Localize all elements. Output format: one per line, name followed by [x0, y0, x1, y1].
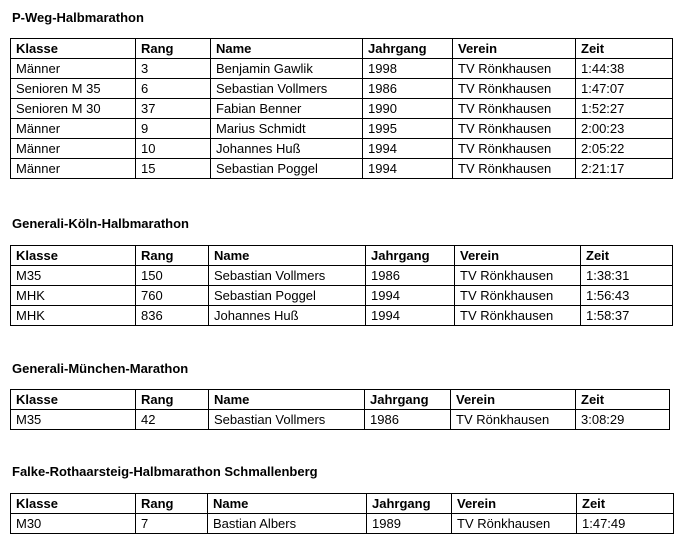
- cell-name: Benjamin Gawlik: [211, 59, 363, 79]
- table-header-row: [11, 39, 673, 59]
- table-row: [11, 286, 673, 306]
- cell-klasse: Männer: [11, 159, 136, 179]
- cell-zeit: 1:58:37: [581, 306, 673, 326]
- table-row: [11, 59, 673, 79]
- cell-name: Bastian Albers: [208, 514, 367, 534]
- column-header-name: Name: [209, 390, 365, 410]
- column-header-zeit: Zeit: [576, 390, 670, 410]
- cell-verein: TV Rönkhausen: [453, 139, 576, 159]
- table-row: [11, 306, 673, 326]
- cell-klasse: Senioren M 30: [11, 99, 136, 119]
- cell-verein: TV Rönkhausen: [453, 159, 576, 179]
- table-row: [11, 139, 673, 159]
- cell-jahrgang: 1986: [366, 266, 455, 286]
- cell-name: Sebastian Vollmers: [209, 266, 366, 286]
- section-title-muenchen: Generali-München-Marathon: [12, 361, 189, 376]
- cell-klasse: M35: [11, 410, 136, 430]
- cell-verein: TV Rönkhausen: [455, 306, 581, 326]
- cell-name: Johannes Huß: [209, 306, 366, 326]
- table-row: [11, 410, 670, 430]
- column-header-rang: Rang: [136, 246, 209, 266]
- cell-rang: 37: [136, 99, 211, 119]
- cell-name: Sebastian Vollmers: [211, 79, 363, 99]
- table-row: [11, 266, 673, 286]
- cell-rang: 9: [136, 119, 211, 139]
- cell-zeit: 2:00:23: [576, 119, 673, 139]
- section-title-p-weg: P-Weg-Halbmarathon: [12, 10, 144, 25]
- cell-zeit: 3:08:29: [576, 410, 670, 430]
- cell-name: Sebastian Vollmers: [209, 410, 365, 430]
- column-header-jahrgang: Jahrgang: [363, 39, 453, 59]
- cell-jahrgang: 1986: [363, 79, 453, 99]
- table-row: [11, 159, 673, 179]
- column-header-verein: Verein: [451, 390, 576, 410]
- cell-rang: 15: [136, 159, 211, 179]
- column-header-zeit: Zeit: [581, 246, 673, 266]
- column-header-jahrgang: Jahrgang: [365, 390, 451, 410]
- cell-jahrgang: 1986: [365, 410, 451, 430]
- table-header-row: [11, 494, 674, 514]
- cell-verein: TV Rönkhausen: [455, 266, 581, 286]
- cell-name: Johannes Huß: [211, 139, 363, 159]
- cell-verein: TV Rönkhausen: [453, 59, 576, 79]
- cell-jahrgang: 1994: [363, 139, 453, 159]
- column-header-rang: Rang: [136, 39, 211, 59]
- cell-klasse: Männer: [11, 119, 136, 139]
- cell-verein: TV Rönkhausen: [451, 410, 576, 430]
- cell-jahrgang: 1994: [366, 306, 455, 326]
- cell-verein: TV Rönkhausen: [453, 99, 576, 119]
- cell-name: Fabian Benner: [211, 99, 363, 119]
- column-header-name: Name: [211, 39, 363, 59]
- table-row: [11, 119, 673, 139]
- column-header-zeit: Zeit: [576, 39, 673, 59]
- table-header-row: [11, 246, 673, 266]
- section-title-schmallenberg: Falke-Rothaarsteig-Halbmarathon Schmallenberg: [12, 464, 318, 479]
- cell-jahrgang: 1995: [363, 119, 453, 139]
- column-header-klasse: Klasse: [11, 246, 136, 266]
- cell-klasse: MHK: [11, 306, 136, 326]
- column-header-klasse: Klasse: [11, 390, 136, 410]
- cell-rang: 150: [136, 266, 209, 286]
- cell-rang: 7: [136, 514, 208, 534]
- table-row: [11, 514, 674, 534]
- cell-klasse: MHK: [11, 286, 136, 306]
- column-header-verein: Verein: [453, 39, 576, 59]
- cell-rang: 6: [136, 79, 211, 99]
- cell-zeit: 1:44:38: [576, 59, 673, 79]
- table-header-row: [11, 390, 670, 410]
- cell-zeit: 1:47:49: [577, 514, 674, 534]
- table-row: [11, 79, 673, 99]
- cell-name: Sebastian Poggel: [211, 159, 363, 179]
- cell-zeit: 2:21:17: [576, 159, 673, 179]
- column-header-verein: Verein: [452, 494, 577, 514]
- column-header-klasse: Klasse: [11, 39, 136, 59]
- cell-name: Sebastian Poggel: [209, 286, 366, 306]
- column-header-jahrgang: Jahrgang: [367, 494, 452, 514]
- cell-zeit: 2:05:22: [576, 139, 673, 159]
- results-table-muenchen: [10, 389, 670, 430]
- results-table-koeln: [10, 245, 673, 326]
- cell-rang: 760: [136, 286, 209, 306]
- section-title-koeln: Generali-Köln-Halbmarathon: [12, 216, 189, 231]
- cell-jahrgang: 1998: [363, 59, 453, 79]
- results-table-schmallenberg: [10, 493, 674, 534]
- column-header-zeit: Zeit: [577, 494, 674, 514]
- cell-zeit: 1:56:43: [581, 286, 673, 306]
- results-table-p-weg: [10, 38, 673, 179]
- cell-klasse: Männer: [11, 139, 136, 159]
- cell-verein: TV Rönkhausen: [453, 79, 576, 99]
- cell-klasse: M30: [11, 514, 136, 534]
- cell-klasse: Senioren M 35: [11, 79, 136, 99]
- cell-name: Marius Schmidt: [211, 119, 363, 139]
- cell-zeit: 1:52:27: [576, 99, 673, 119]
- cell-klasse: M35: [11, 266, 136, 286]
- table-row: [11, 99, 673, 119]
- cell-verein: TV Rönkhausen: [455, 286, 581, 306]
- cell-verein: TV Rönkhausen: [452, 514, 577, 534]
- column-header-rang: Rang: [136, 494, 208, 514]
- cell-rang: 10: [136, 139, 211, 159]
- column-header-verein: Verein: [455, 246, 581, 266]
- cell-rang: 42: [136, 410, 209, 430]
- column-header-rang: Rang: [136, 390, 209, 410]
- cell-verein: TV Rönkhausen: [453, 119, 576, 139]
- column-header-jahrgang: Jahrgang: [366, 246, 455, 266]
- cell-rang: 3: [136, 59, 211, 79]
- cell-rang: 836: [136, 306, 209, 326]
- cell-jahrgang: 1990: [363, 99, 453, 119]
- cell-jahrgang: 1994: [366, 286, 455, 306]
- cell-jahrgang: 1989: [367, 514, 452, 534]
- column-header-name: Name: [208, 494, 367, 514]
- column-header-klasse: Klasse: [11, 494, 136, 514]
- cell-zeit: 1:38:31: [581, 266, 673, 286]
- cell-klasse: Männer: [11, 59, 136, 79]
- cell-jahrgang: 1994: [363, 159, 453, 179]
- column-header-name: Name: [209, 246, 366, 266]
- cell-zeit: 1:47:07: [576, 79, 673, 99]
